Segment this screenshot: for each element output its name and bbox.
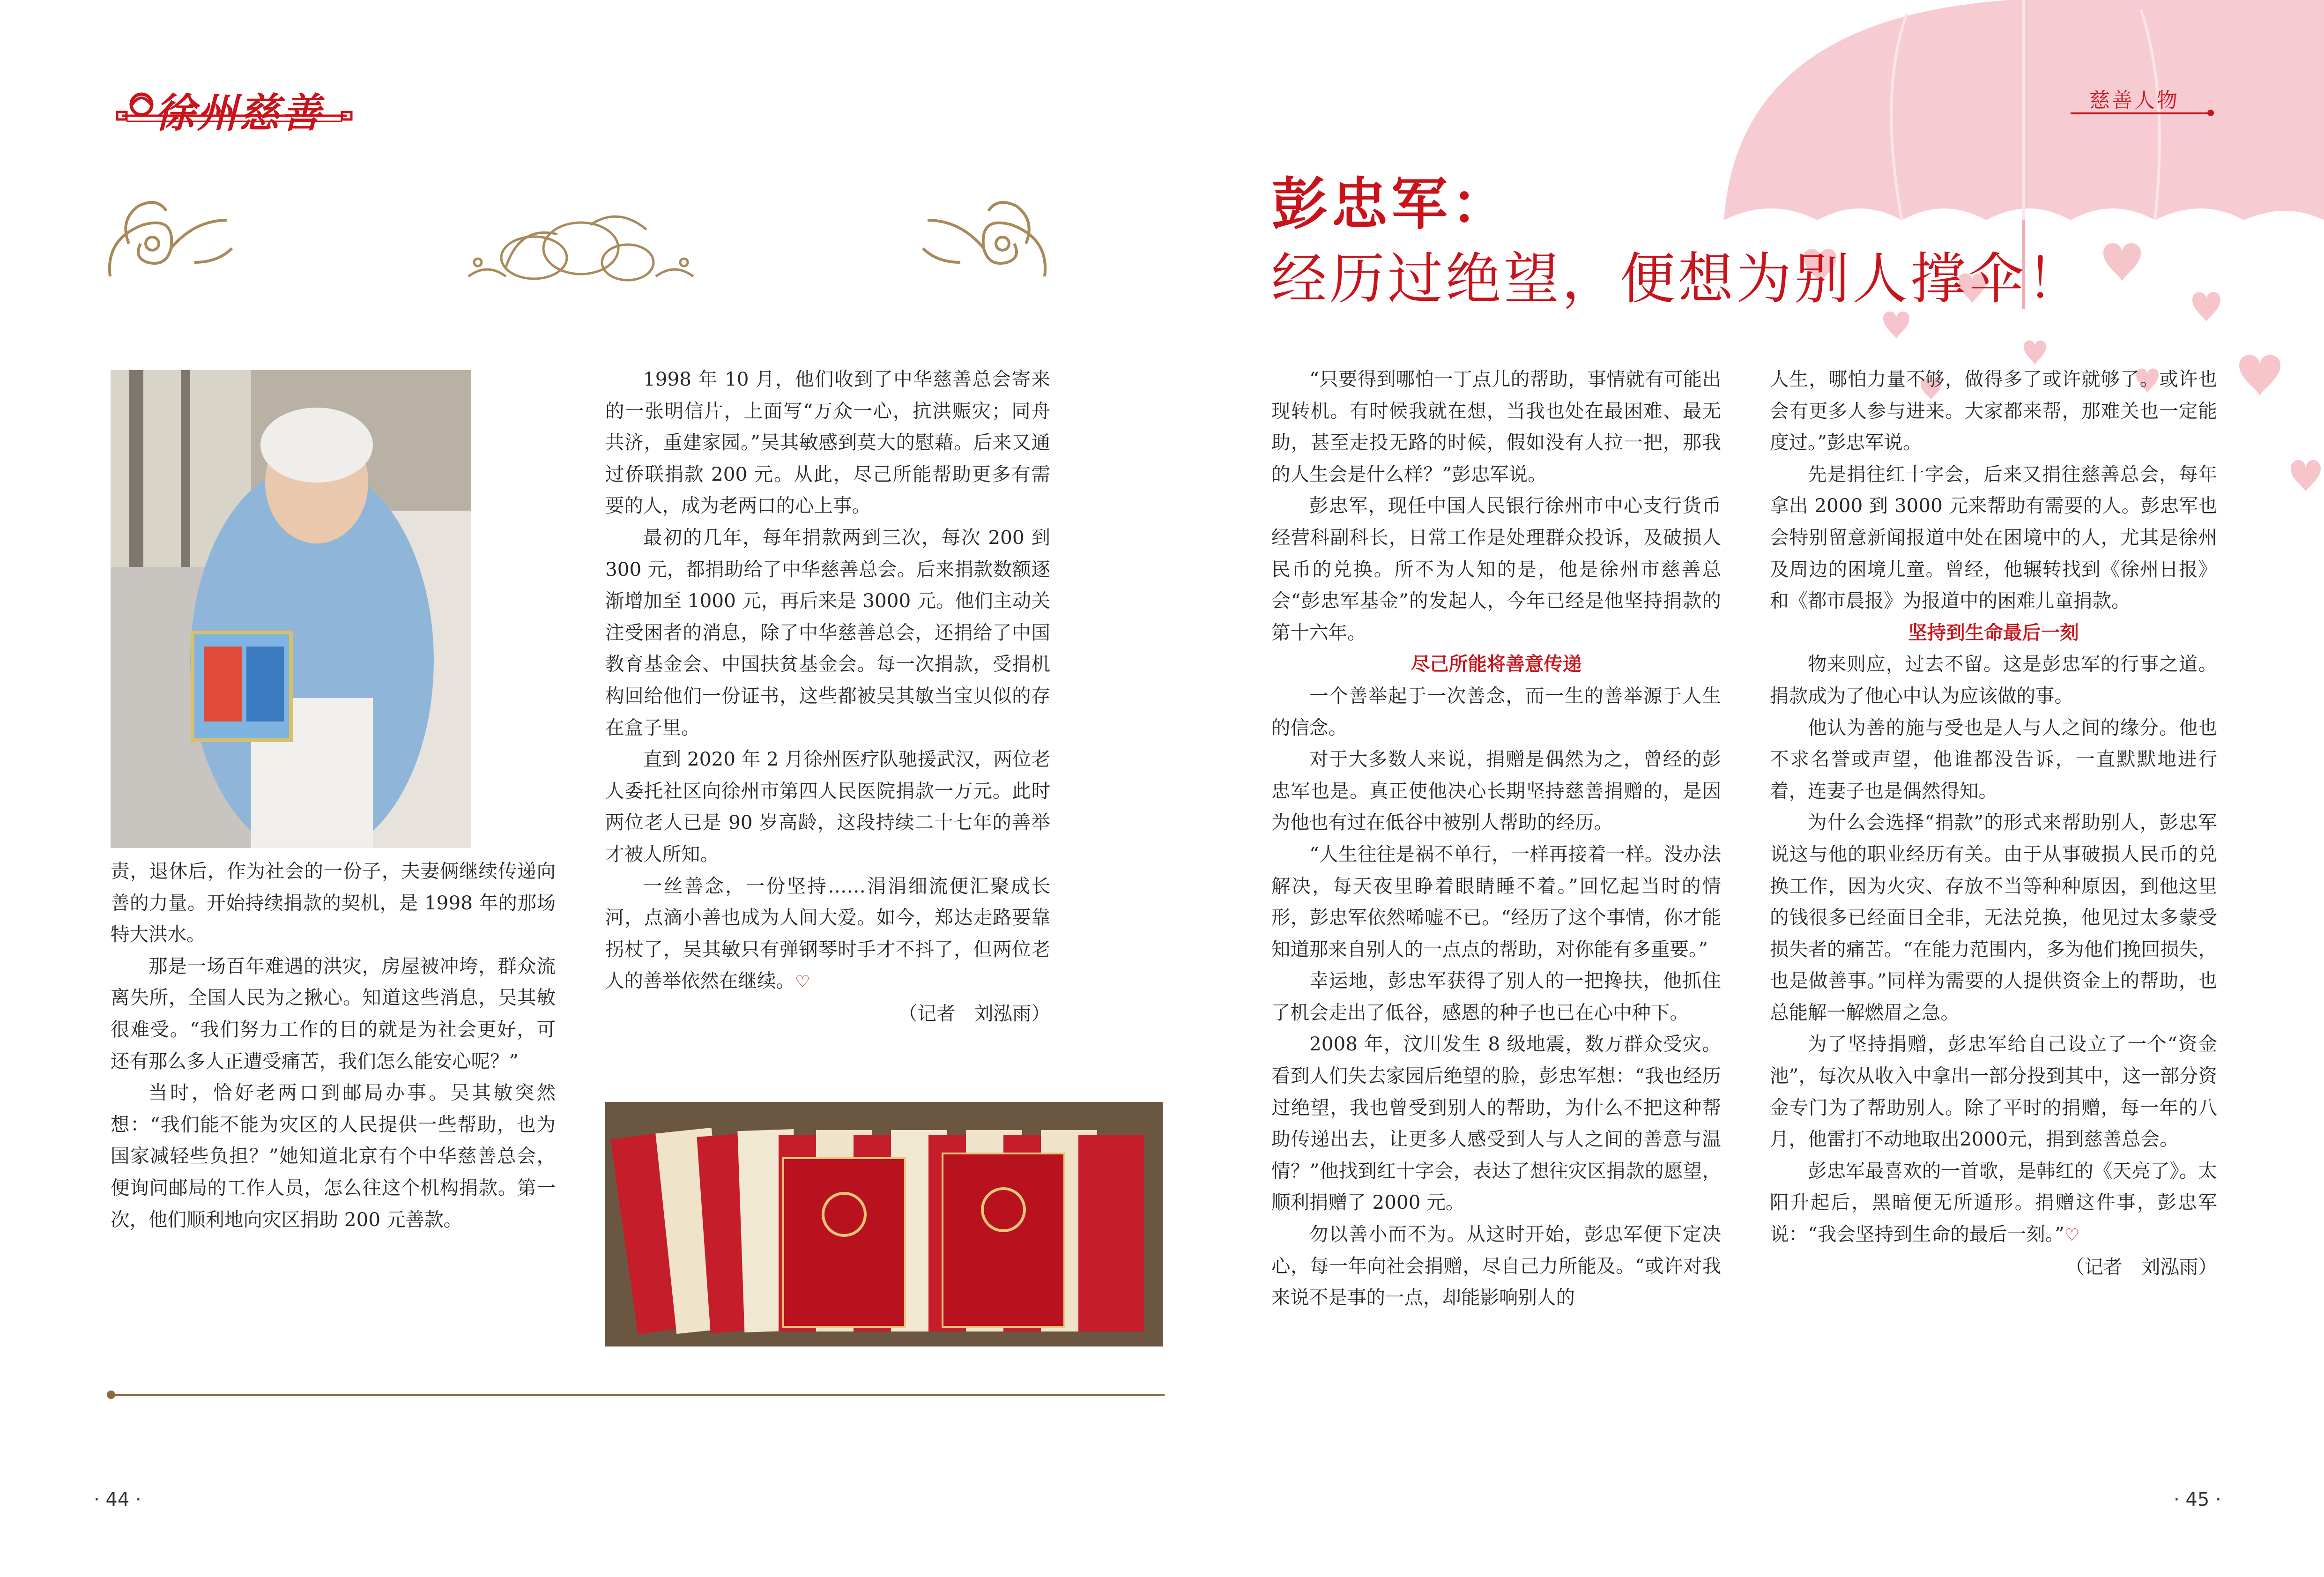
- heart-icon: ♡: [795, 972, 810, 992]
- article-title: 彭忠军：: [1271, 171, 1511, 237]
- ornament-left-icon: [101, 192, 241, 286]
- left-column-1: [111, 855, 556, 1235]
- paragraph: 那是一场百年难遇的洪灾，房屋被冲垮，群众流离失所，全国人民为之揪心。知道这些消息，吴其敏很难受。“我们努力工作的目的就是为社会更好，可还有那么多人正遭受痛苦，我们怎么能安心呢？”: [111, 954, 556, 1072]
- ornament-center-icon: [450, 197, 712, 290]
- photo-certificates: [605, 1102, 1163, 1346]
- paragraph: 物来则应，过去不留。这是彭忠军的行事之道。捐款成为了他心中认为应该做的事。: [1770, 653, 2217, 707]
- paragraph: 责，退休后，作为社会的一份子，夫妻俩继续传递向善的力量。开始持续捐款的契机，是 1998 年的那场特大洪水。: [111, 860, 556, 946]
- byline: （记者 刘泓雨）: [898, 1002, 1050, 1025]
- paragraph: 幸运地，彭忠军获得了别人的一把搀扶，他抓住了机会走出了低谷，感恩的种子也已在心中种下。: [1271, 969, 1721, 1024]
- paragraph-text: 一丝善念，一份坚持……涓涓细流便汇聚成长河，点滴小善也成为人间大爱。如今，郑达走路要靠拐杖了，吴其敏只有弹钢琴时手才不抖了，但两位老人的善举依然在继续。: [605, 874, 1050, 992]
- section-label: 慈善人物: [2089, 89, 2179, 112]
- paragraph: 最初的几年，每年捐款两到三次，每次 200 到 300 元，都捐助给了中华慈善总会。后来捐款数额逐渐增加至 1000 元，再后来是 3000 元。他们主动关注受困者的消息，除了中华慈善总会，还捐给了中国教育基金会、中国扶贫基金会。每一次捐款，受捐机构回给他们一份证书，这些都被吴其敏当宝贝似的存在盒子里。: [605, 526, 1050, 739]
- bottom-rule-left: [111, 1394, 1165, 1396]
- paragraph: 勿以善小而不为。从这时开始，彭忠军便下定决心，每一年向社会捐赠，尽自己力所能及。“或许对我来说不是事的一点，却能影响别人的: [1271, 1223, 1721, 1309]
- paragraph: 人生，哪怕力量不够，做得多了或许就够了。或许也会有更多人参与进来。大家都来帮，那难关也一定能度过。”彭忠军说。: [1770, 368, 2217, 454]
- page-number-right: · 45 ·: [2174, 1489, 2221, 1510]
- paragraph: 他认为善的施与受也是人与人之间的缘分。他也不求名誉或声望，他谁都没告诉，一直默默地进行着，连妻子也是偶然得知。: [1770, 716, 2217, 802]
- paragraph: 对于大多数人来说，捐赠是偶然为之，曾经的彭忠军也是。真正使他决心长期坚持慈善捐赠的，是因为他也有过在低谷中被别人帮助的经历。: [1271, 748, 1721, 834]
- photo-elderly-woman: [111, 370, 471, 848]
- rule-dot: [107, 1391, 115, 1399]
- page-number-left: · 44 ·: [94, 1489, 141, 1510]
- section-rule: [2071, 112, 2211, 114]
- paragraph: 当时，恰好老两口到邮局办事。吴其敏突然想：“我们能不能为灾区的人民提供一些帮助，也为国家减轻些负担？”她知道北京有个中华慈善总会，便询问邮局的工作人员，怎么往这个机构捐款。第一次，他们顺利地向灾区捐助 200 元善款。: [111, 1081, 556, 1231]
- paragraph: 一个善举起于一次善念，而一生的善举源于人生的信念。: [1271, 684, 1721, 739]
- paragraph: 直到 2020 年 2 月徐州医疗队驰援武汉，两位老人委托社区向徐州市第四人民医院捐款一万元。此时两位老人已是 90 岁高龄，这段持续二十七年的善举才被人所知。: [605, 748, 1050, 865]
- paragraph: 为什么会选择“捐款”的形式来帮助别人，彭忠军说这与他的职业经历有关。由于从事破损人民币的兑换工作，因为火灾、存放不当等种种原因，到他这里的钱很多已经面目全非，无法兑换，他见过太多蒙受损失者的痛苦。“在能力范围内，多为他们挽回损失，也是做善事。”同样为需要的人提供资金上的帮助，也总能解一解燃眉之急。: [1770, 811, 2217, 1024]
- paragraph: 为了坚持捐赠，彭忠军给自己设立了一个“资金池”，每次从收入中拿出一部分投到其中，这一部分资金专门为了帮助别人。除了平时的捐赠，每一年的八月，他雷打不动地取出2000元，捐到慈善总会。: [1770, 1033, 2217, 1151]
- heart-icon: ♡: [2064, 1226, 2079, 1245]
- paragraph: 先是捐往红十字会，后来又捐往慈善总会，每年拿出 2000 到 3000 元来帮助有需要的人。彭忠军也会特别留意新闻报道中处在困境中的人，尤其是徐州及周边的困境儿童。曾经，他辗转找到《徐州日报》和《都市晨报》为报道中的困难儿童捐款。: [1770, 462, 2217, 612]
- logo-text: 徐州慈善: [155, 89, 323, 137]
- subheading: 尽己所能将善意传递: [1411, 653, 1582, 676]
- paragraph: 1998 年 10 月，他们收到了中华慈善总会寄来的一张明信片，上面写“万众一心，抗洪赈灾；同舟共济，重建家园。”吴其敏感到莫大的慰藉。后来又通过侨联捐款 200 元。从此，尽己所能帮助更多有需要的人，成为老两口的心上事。: [605, 368, 1050, 517]
- byline: （记者 刘泓雨）: [2065, 1255, 2217, 1278]
- left-column-2: [605, 364, 1050, 1029]
- right-column-1: [1271, 364, 1721, 1314]
- paragraph: 2008 年，汶川发生 8 级地震，数万群众受灾。看到人们失去家园后绝望的脸，彭忠军想：“我也经历过绝望，我也曾受到别人的帮助，为什么不把这种帮助传递出去，让更多人感受到人与人之间的善意与温情？”他找到红十字会，表达了想往灾区捐款的愿望，顺利捐赠了 2000 元。: [1271, 1033, 1721, 1214]
- rule-dot: [2207, 110, 2214, 116]
- article-subtitle: 经历过绝望，便想为别人撑伞！: [1271, 246, 2085, 311]
- right-column-2: [1770, 364, 2217, 1283]
- paragraph: “人生往往是祸不单行，一样再接着一样。没办法解决，每天夜里睁着眼睛睡不着。”回忆起当时的情形，彭忠军依然唏嘘不已。“经历了这个事情，你才能知道那来自别人的一点点的帮助，对你能有多重要。”: [1271, 842, 1722, 960]
- paragraph: 彭忠军，现任中国人民银行徐州市中心支行货币经营科副科长，日常工作是处理群众投诉，及破损人民币的兑换。所不为人知的是，他是徐州市慈善总会“彭忠军基金”的发起人，今年已经是他坚持捐款的第十六年。: [1271, 494, 1721, 644]
- paragraph-text: 彭忠军最喜欢的一首歌，是韩红的《天亮了》。太阳升起后，黑暗便无所遁形。捐赠这件事，彭忠军说：“我会坚持到生命的最后一刻。”: [1770, 1159, 2217, 1246]
- subheading: 坚持到生命最后一刻: [1908, 621, 2079, 644]
- ornament-right-icon: [913, 192, 1054, 286]
- paragraph: “只要得到哪怕一丁点儿的帮助，事情就有可能出现转机。有时候我就在想，当我也处在最困难、最无助，甚至走投无路的时候，假如没有人拉一把，那我的人生会是什么样？”彭忠军说。: [1271, 368, 1721, 485]
- paragraph: [1770, 1155, 2217, 1251]
- paragraph: [605, 870, 1050, 998]
